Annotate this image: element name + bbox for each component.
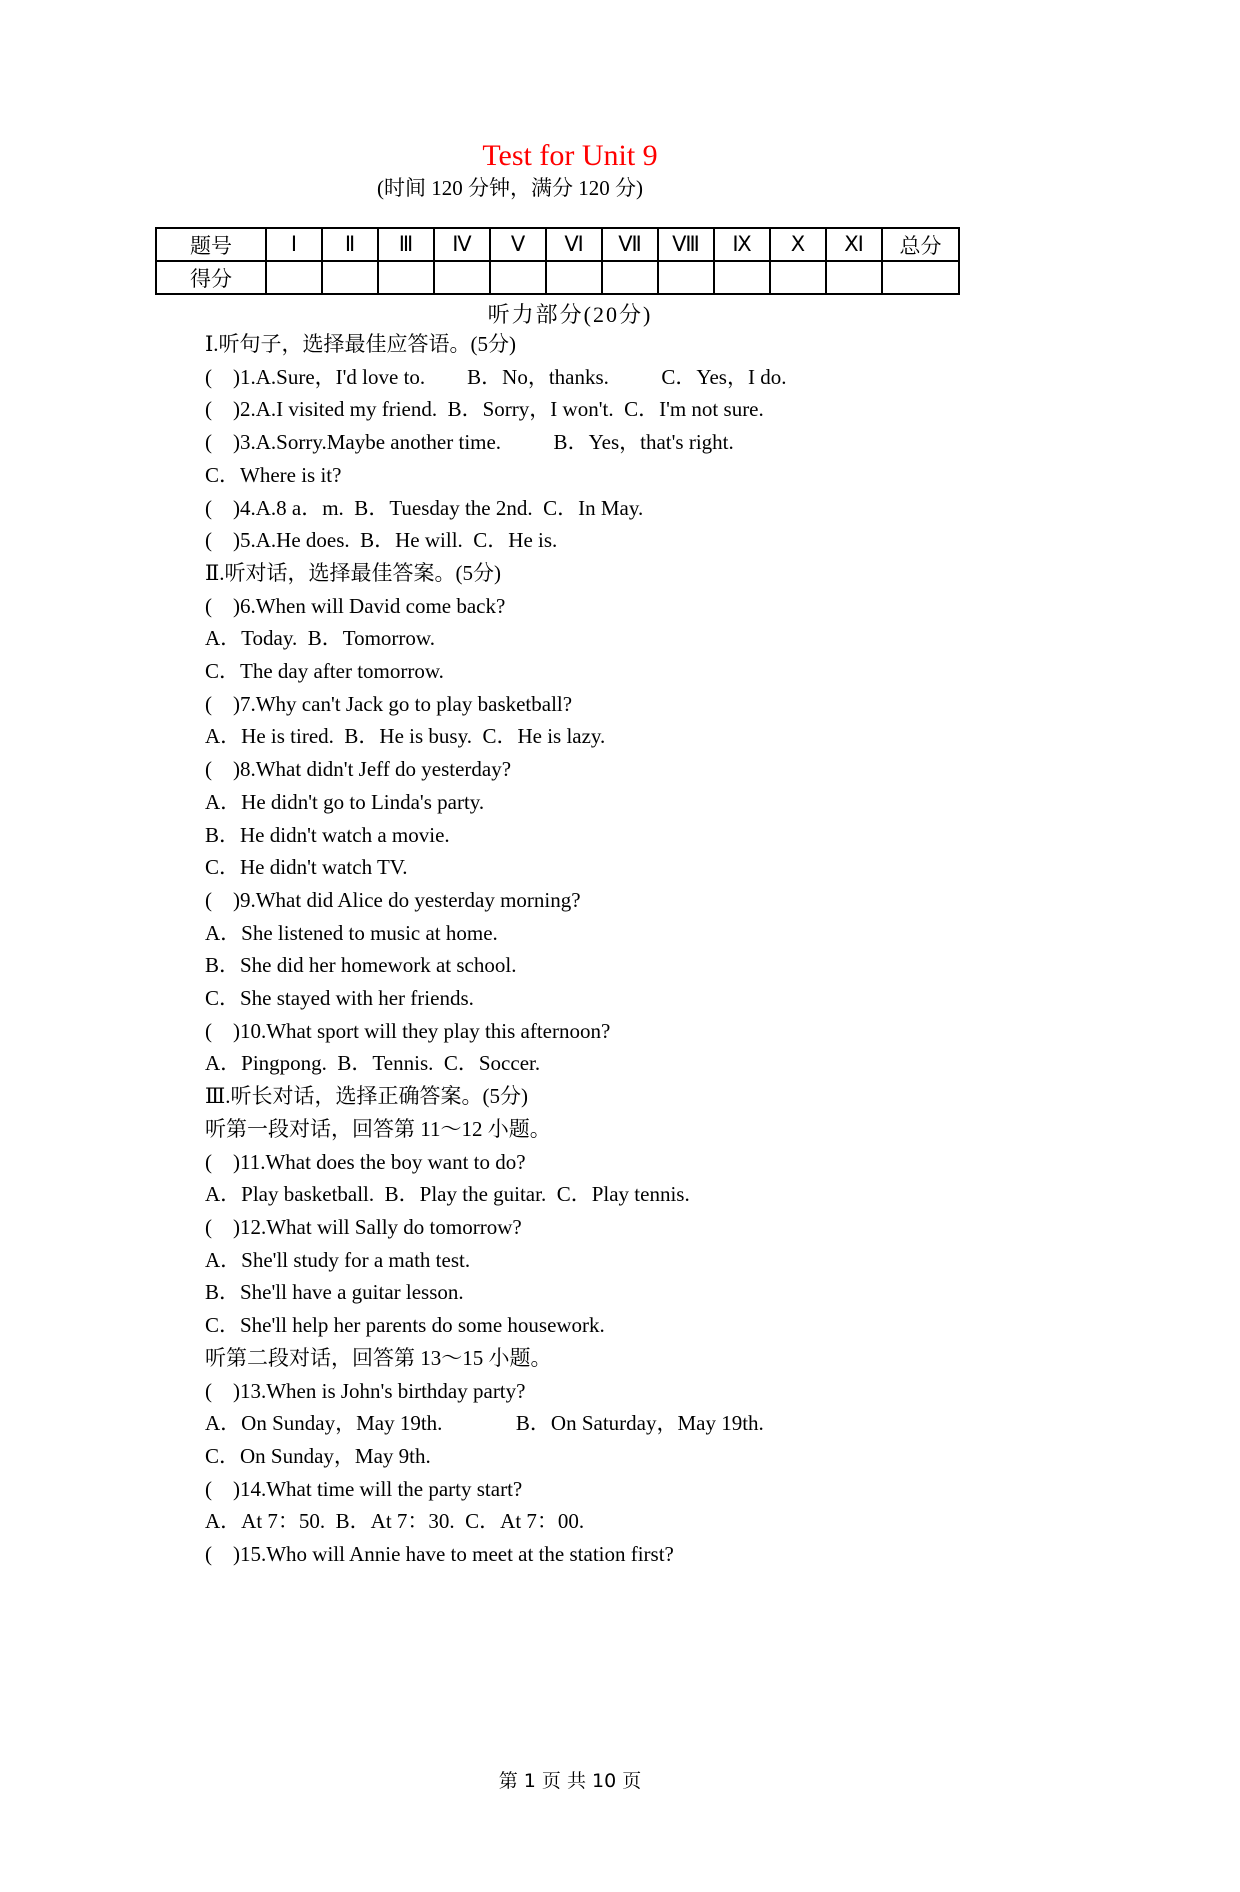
test-paper-page — [0, 138, 1140, 1571]
text-line: A．He is tired. B．He is busy. C．He is lazy. — [205, 724, 606, 749]
text-line: C．She stayed with her friends. — [205, 986, 474, 1011]
score-table-empty-cell — [602, 261, 658, 294]
score-table-empty-cell — [714, 261, 770, 294]
text-line: Ⅲ.听长对话，选择正确答案。(5分) — [205, 1084, 528, 1109]
text-line: A．She listened to music at home. — [205, 920, 498, 945]
page-title: Test for Unit 9 — [482, 139, 658, 172]
text-line: A．On Sunday，May 19th. B．On Saturday，May 19th. — [205, 1411, 764, 1436]
text-line: A．Pingpong. B．Tennis. C．Soccer. — [205, 1051, 541, 1076]
score-table-empty-cell — [378, 261, 434, 294]
score-table-empty-cell — [546, 261, 602, 294]
text-line: ( )1.A.Sure，I'd love to. B．No，thanks. C．Yes，I do. — [205, 364, 787, 389]
text-line: ( )6.When will David come back? — [205, 593, 506, 618]
text-line: ( )10.What sport will they play this afternoon? — [205, 1018, 611, 1043]
score-table-empty-cell — [322, 261, 378, 294]
text-line: ( )2.A.I visited my friend. B．Sorry，I won't. C．I'm not sure. — [205, 397, 764, 422]
score-table-empty-cell — [266, 261, 322, 294]
score-table-column-header: Ⅶ — [602, 228, 658, 261]
score-table — [155, 227, 960, 295]
text-line: 听第一段对话，回答第 11～12 小题。 — [205, 1116, 551, 1141]
text-line: C．Where is it? — [205, 462, 342, 487]
score-table-score-row — [156, 261, 959, 294]
text-line: C．The day after tomorrow. — [205, 659, 444, 684]
text-line: ( )11.What does the boy want to do? — [205, 1149, 526, 1174]
score-table-row2-label: 得分 — [156, 261, 266, 294]
text-line: ( )13.When is John's birthday party? — [205, 1378, 526, 1403]
score-table-empty-cell — [882, 261, 959, 294]
score-table-column-header: Ⅵ — [546, 228, 602, 261]
text-line: ( )14.What time will the party start? — [205, 1476, 523, 1501]
score-table-column-header: Ⅹ — [770, 228, 826, 261]
score-table-column-header: Ⅺ — [826, 228, 882, 261]
text-line: ( )9.What did Alice do yesterday morning? — [205, 887, 581, 912]
page-subtitle: (时间 120 分钟，满分 120 分) — [377, 176, 643, 200]
text-line: ( )15.Who will Annie have to meet at the station first? — [205, 1542, 674, 1567]
text-line: ( )5.A.He does. B．He will. C．He is. — [205, 528, 558, 553]
listening-section-heading: 听力部分(20分) — [487, 302, 653, 327]
score-table-column-header: Ⅷ — [658, 228, 714, 261]
score-table-total-header: 总分 — [882, 228, 959, 261]
score-table-column-header: Ⅱ — [322, 228, 378, 261]
text-line: Ⅰ.听句子，选择最佳应答语。(5分) — [205, 332, 517, 356]
text-line: 听第二段对话，回答第 13～15 小题。 — [205, 1345, 552, 1370]
text-line: ( )3.A.Sorry.Maybe another time. B．Yes，that's right. — [205, 430, 734, 455]
score-table-row1-label: 题号 — [156, 228, 266, 261]
score-table-column-header: Ⅳ — [434, 228, 490, 261]
text-line: B．He didn't watch a movie. — [205, 822, 450, 847]
score-table-column-header: Ⅴ — [490, 228, 546, 261]
text-line: C．She'll help her parents do some housework. — [205, 1313, 605, 1338]
text-line: ( )8.What didn't Jeff do yesterday? — [205, 757, 512, 782]
text-line: A．At 7：50. B．At 7：30. C．At 7：00. — [205, 1509, 585, 1534]
text-line: B．She did her homework at school. — [205, 953, 517, 978]
text-line: C．On Sunday，May 9th. — [205, 1443, 431, 1468]
text-line: A．He didn't go to Linda's party. — [205, 789, 485, 814]
text-line: ( )7.Why can't Jack go to play basketball? — [205, 691, 573, 716]
listening-questions — [205, 328, 1140, 1571]
score-table-column-header: Ⅸ — [714, 228, 770, 261]
score-table-empty-cell — [826, 261, 882, 294]
text-line: A．She'll study for a math test. — [205, 1247, 471, 1272]
score-table-header-row — [156, 228, 959, 261]
text-line: Ⅱ.听对话，选择最佳答案。(5分) — [205, 560, 502, 585]
score-table-column-header: Ⅰ — [266, 228, 322, 261]
text-line: ( )4.A.8 a．m. B．Tuesday the 2nd. C．In May. — [205, 495, 644, 520]
text-line: A．Today. B．Tomorrow. — [205, 626, 435, 651]
score-table-column-header: Ⅲ — [378, 228, 434, 261]
score-table-empty-cell — [770, 261, 826, 294]
text-line: A．Play basketball. B．Play the guitar. C．Play tennis. — [205, 1182, 690, 1207]
text-line: B．She'll have a guitar lesson. — [205, 1280, 464, 1305]
score-table-empty-cell — [658, 261, 714, 294]
text-line: C．He didn't watch TV. — [205, 855, 408, 880]
score-table-empty-cell — [434, 261, 490, 294]
score-table-empty-cell — [490, 261, 546, 294]
text-line: ( )12.What will Sally do tomorrow? — [205, 1214, 522, 1239]
page-footer: 第 1 页 共 10 页 — [498, 1770, 642, 1792]
